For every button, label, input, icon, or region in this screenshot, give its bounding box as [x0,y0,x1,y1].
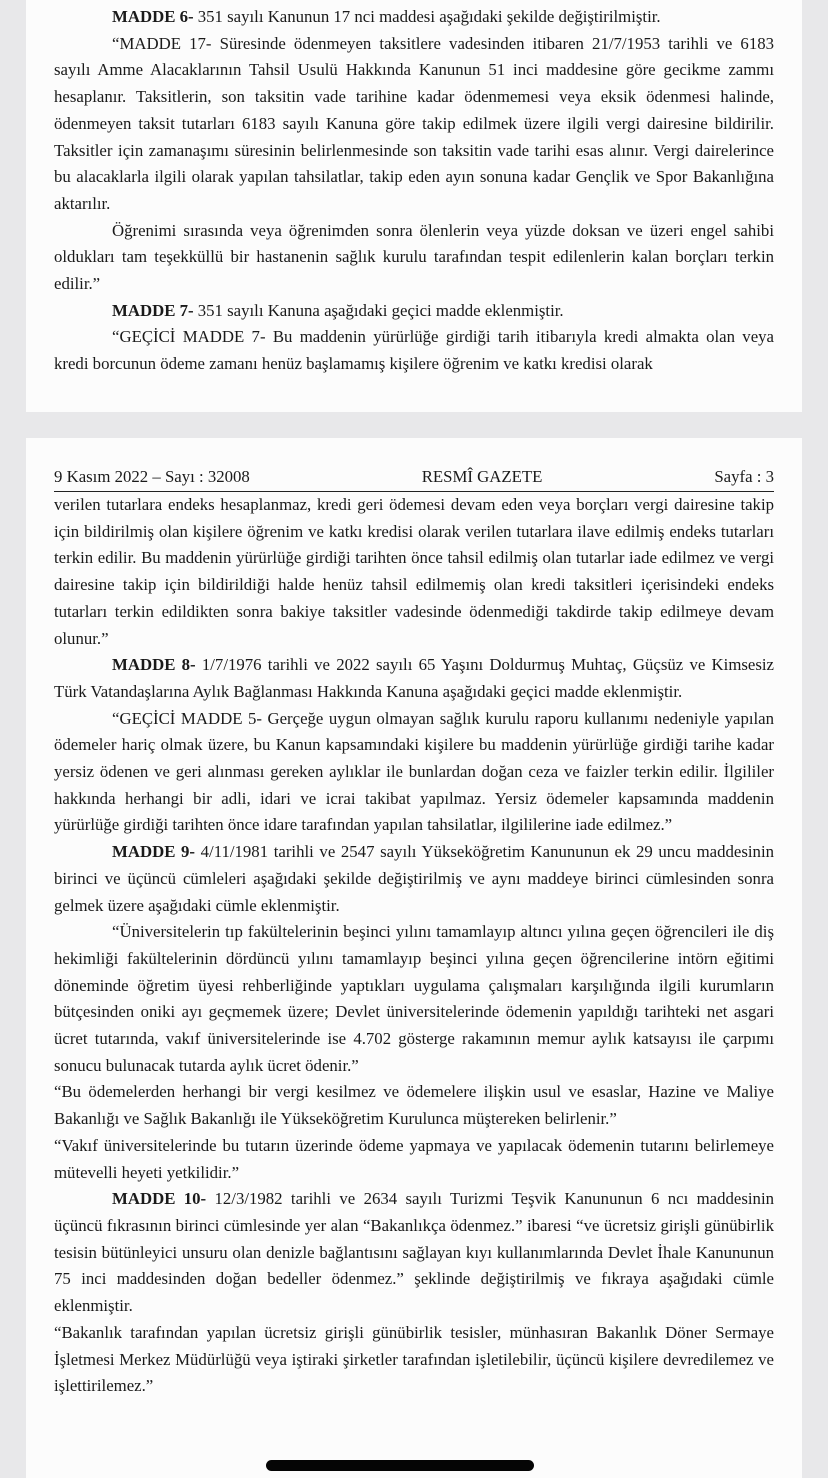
header-title: RESMÎ GAZETE [421,467,543,486]
paragraph: “GEÇİCİ MADDE 5- Gerçeğe uygun olmayan sağlık kurulu raporu kullanımı nedeniyle yapılan ödemeler hariç olmak üzere, bu Kanun kapsamındaki kişilere bu maddenin yürürlüğe girdiği tarihe kadar yersiz ödenen ve geri alınması gereken aylıklar ile bunlardan doğan ceza ve faizler terkin edilir. İlgililer hakkında herhangi bir adli, idari ve icrai takibat yapılmaz. Yersiz ödemeler kapsamında maddenin yürürlüğe girdiği tarihten önce idare tarafından yapılan tahsilatlar, ilgililerine iade edilmez.” [54,708,774,835]
article-number: MADDE 6- [112,7,194,26]
paragraph: MADDE 7- 351 sayılı Kanuna aşağıdaki geçici madde eklenmiştir. [112,300,564,320]
document-page-1 [26,0,802,412]
paragraph: “Vakıf üniversitelerinde bu tutarın üzerinde ödeme yapmaya ve yapılacak ödemenin tutarını belirlemeye mütevelli heyeti yetkilidir.” [54,1135,774,1182]
gazette-header [54,467,774,492]
paragraph: “Bakanlık tarafından yapılan ücretsiz girişli günübirlik tesisler, münhasıran Bakanlık Döner Sermaye İşletmesi Merkez Müdürlüğü veya iştiraki şirketler tarafından işletilebilir, üçüncü kişilere devredilemez ve işlettirilemez.” [54,1322,774,1396]
paragraph: Öğrenimi sırasında veya öğrenimden sonra ölenlerin veya yüzde doksan ve üzeri engel sahibi oldukları tam teşekküllü bir hastanenin sağlık kurulu tarafından tespit edilenlerin kalan borçları terkin edilir.” [54,220,774,294]
paragraph: MADDE 6- 351 sayılı Kanunun 17 nci maddesi aşağıdaki şekilde değiştirilmiştir. [112,7,661,26]
article-number: MADDE 9- [112,842,196,862]
header-date-issue: 9 Kasım 2022 – Sayı : 32008 [54,467,250,486]
article-number: MADDE 8- [112,655,196,675]
article-number: MADDE 10- [112,1189,207,1209]
paragraph: “Bu ödemelerden herhangi bir vergi kesilmez ve ödemelere ilişkin usul ve esaslar, Hazine ve Maliye Bakanlığı ve Sağlık Bakanlığı ile Yükseköğretim Kurulunca müştereken belirlenir.” [54,1082,774,1129]
paragraph: MADDE 9- 4/11/1981 tarihli ve 2547 sayılı Yükseköğretim Kanununun ek 29 uncu maddesinin birinci ve üçüncü cümleleri aşağıdaki şekilde değiştirilmiş ve aynı maddeye birinci cümlesinden sonra gelmek üzere aşağıdaki cümle eklenmiştir. [54,842,774,915]
paragraph: “MADDE 17- Süresinde ödenmeyen taksitlere vadesinden itibaren 21/7/1953 tarihli ve 6183 sayılı Amme Alacaklarının Tahsil Usulü Hakkında Kanunun 51 inci maddesine göre gecikme zammı hesaplanır. Taksitlerin, son taksitin vade tarihine kadar ödenmemesi veya eksik ödenmesi halinde, ödenmeyen taksit tutarları 6183 sayılı Kanuna göre takip edilmek üzere ilgili vergi dairesine bildirilir. Taksitler için zamanaşımı süresinin belirlenmesinde son taksitin vade tarihi esas alınır. Vergi dairelerince bu alacaklarla ilgili olarak yapılan tahsilatlar, takip eden ayın sonuna kadar Gençlik ve Spor Bakanlığına aktarılır. [54,33,774,213]
page2-body [54,492,774,1400]
paragraph: verilen tutarlara endeks hesaplanmaz, kredi geri ödemesi devam eden veya borçları vergi dairesine takip için bildirilmiş olan kişilere öğrenim ve katkı kredisi olarak verilen tutarlara ilave edilmiş endeks tutarları terkin edilir. Bu maddenin yürürlüğe girdiği tarihten önce tahsil edilmiş olan tutarlar iade edilmez ve vergi dairesine takip için bildirildiği halde henüz tahsil edilmemiş olan kredi taksitleri içerisindeki endeks tutarları terkin edildikten sonra bakiye taksitler vadesinde ödenmediği takdirde takip edilmeye devam olunur.” [54,495,774,648]
header-page-number: Sayfa : 3 [714,467,774,486]
document-page-2 [26,438,802,1478]
paragraph: “GEÇİCİ MADDE 7- Bu maddenin yürürlüğe girdiği tarih itibarıyla kredi almakta olan veya kredi borcunun ödeme zamanı henüz başlamamış kişilere öğrenim ve katkı kredisi olarak [54,327,774,374]
page1-body [54,4,774,378]
article-number: MADDE 7- [112,300,194,320]
paragraph: MADDE 10- 12/3/1982 tarihli ve 2634 sayılı Turizmi Teşvik Kanununun 6 ncı maddesinin üçüncü fıkrasının birinci cümlesinde yer alan “Bakanlıkça ödenmez.” ibaresi “ve ücretsiz girişli günübirlik tesisin bütünleyici unsuru olan denizle bağlantısını sağlayan kıyı kullanımlarında Devlet İhale Kanununun 75 inci maddesinden doğan bedeller ödenmez.” şeklinde değiştirilmiş ve fıkraya aşağıdaki cümle eklenmiştir. [54,1189,774,1316]
home-indicator-bar[interactable] [266,1460,534,1471]
paragraph: “Üniversitelerin tıp fakültelerinin beşinci yılını tamamlayıp altıncı yılına geçen öğrencileri ile diş hekimliği fakültelerinin dördüncü yılını tamamlayıp beşinci yılına geçen öğrencilerine intörn eğitimi döneminde öğretim üyesi rehberliğinde yaptıkları uygulama çalışmaları karşılığında ilgili kurumların bütçesinden oniki ayı geçmemek üzere; Devlet üniversitelerinde ödemenin yapıldığı tarihteki net asgari ücret tutarında, vakıf üniversitelerinde ise 4.702 gösterge rakamının memur aylık katsayısı ile çarpımı sonucu bulunacak tutarda aylık ücret ödenir.” [54,922,774,1075]
paragraph: MADDE 8- 1/7/1976 tarihli ve 2022 sayılı 65 Yaşını Doldurmuş Muhtaç, Güçsüz ve Kimsesiz Türk Vatandaşlarına Aylık Bağlanması Hakkında Kanuna aşağıdaki geçici madde eklenmiştir. [54,655,774,701]
